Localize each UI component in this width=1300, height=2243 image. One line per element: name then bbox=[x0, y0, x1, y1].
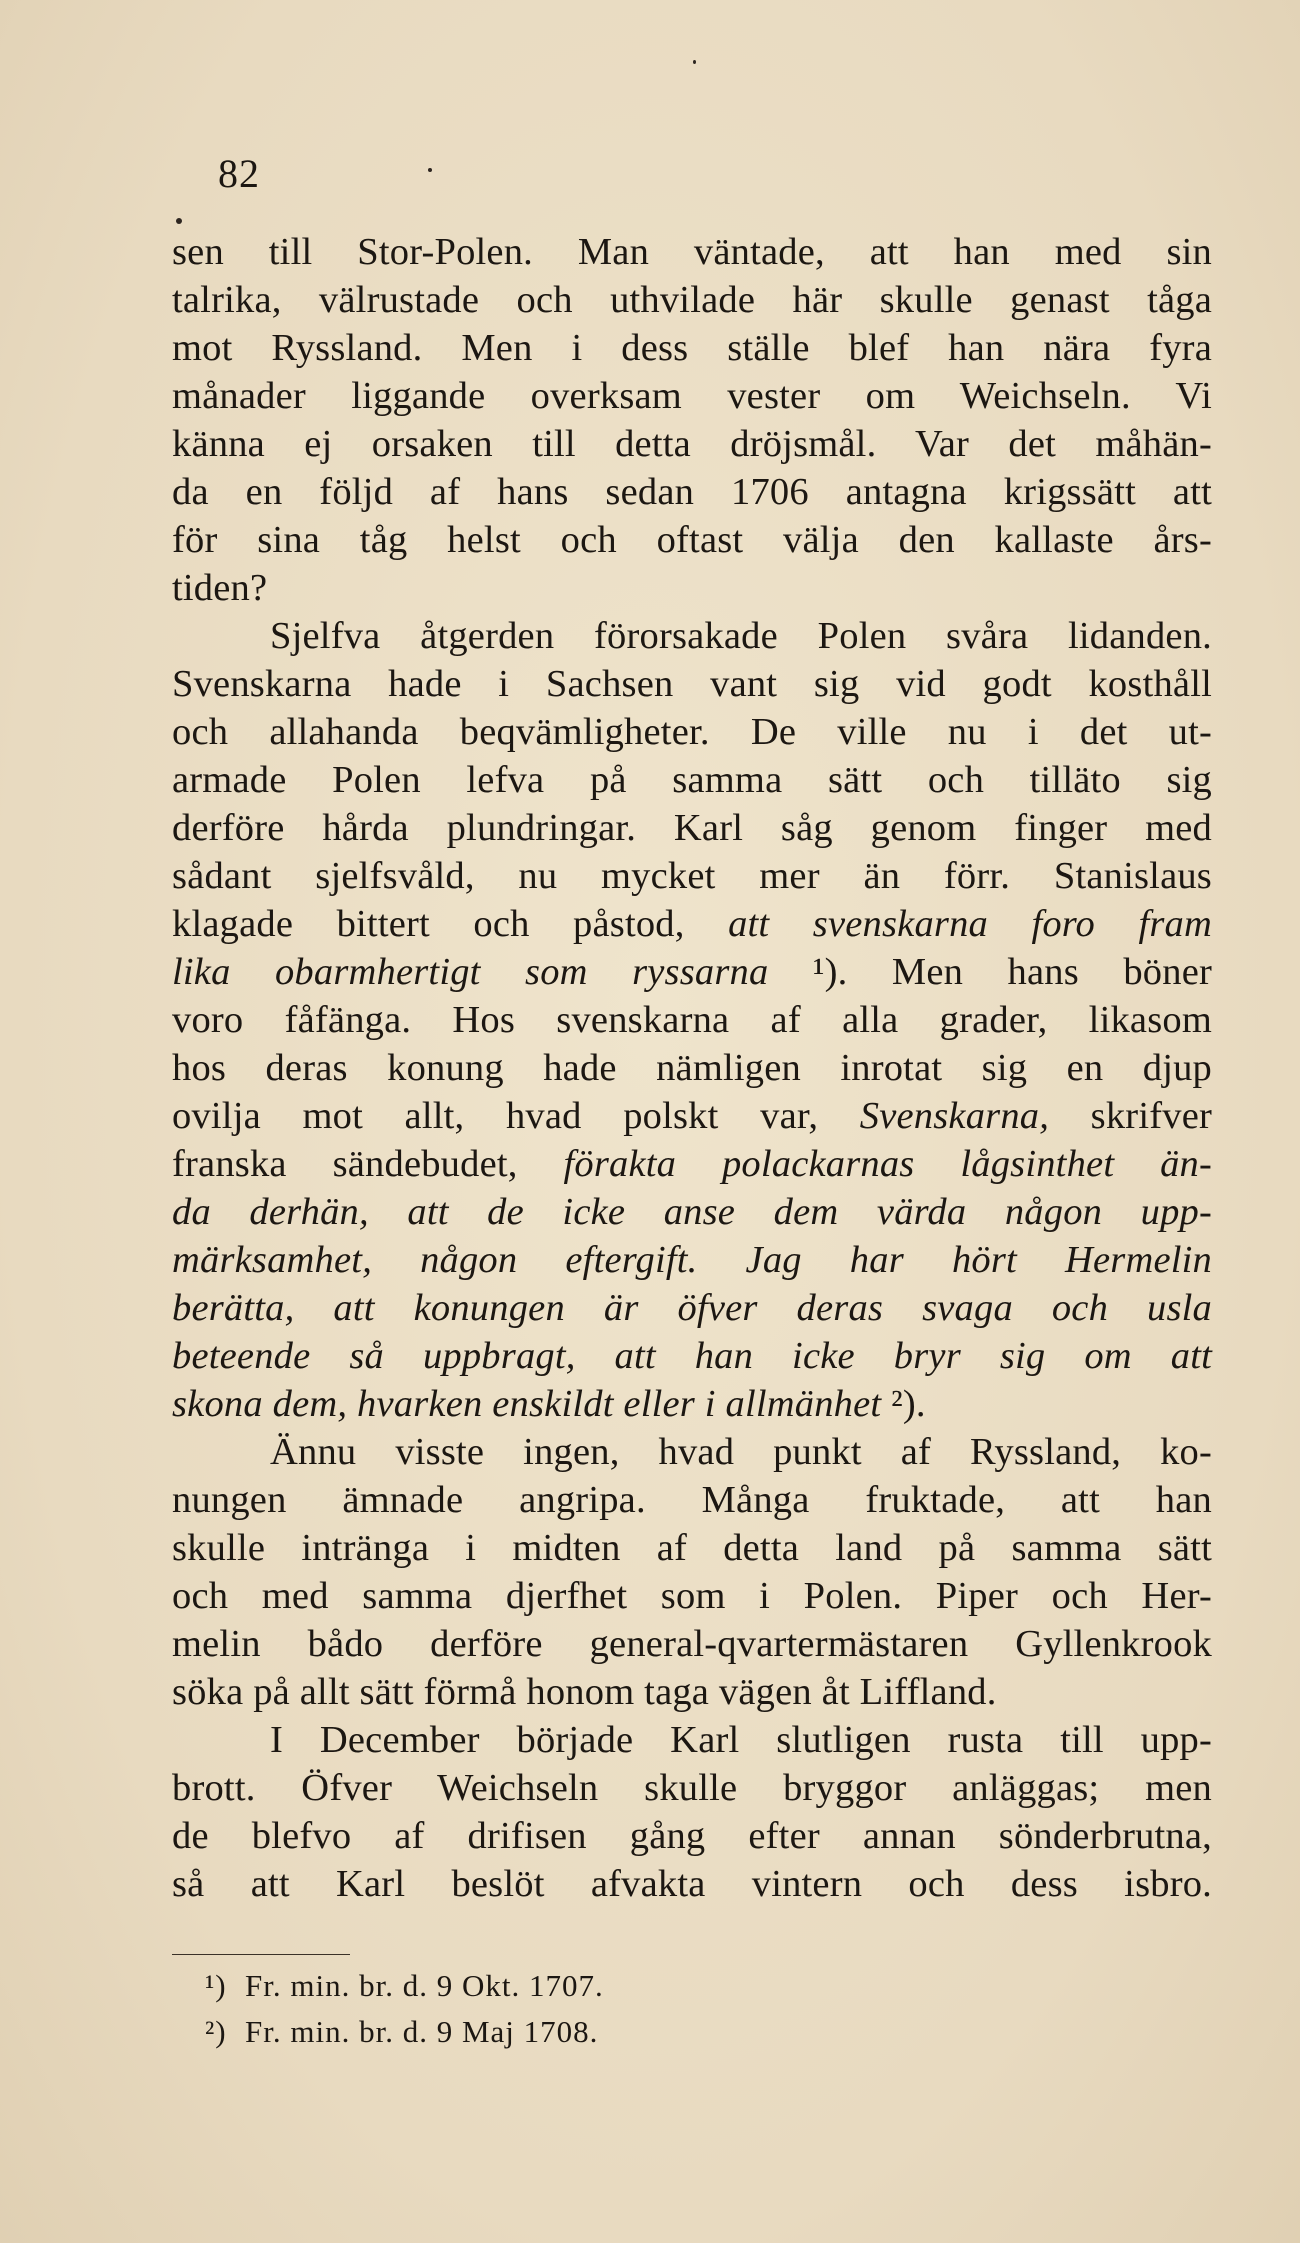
text-segment: sådant sjelfsvåld, nu mycket mer än förr. Stanislaus bbox=[172, 855, 1212, 897]
text-line bbox=[172, 708, 1212, 756]
text-segment: mot Ryssland. Men i dess ställe blef han nära fyra bbox=[172, 327, 1212, 369]
print-speck bbox=[428, 168, 432, 172]
text-line bbox=[172, 1476, 1212, 1524]
italic-segment: lika obarmhertigt som ryssarna bbox=[172, 951, 769, 993]
text-line bbox=[172, 1764, 1212, 1812]
footnote bbox=[205, 1963, 905, 2009]
italic-segment: förakta polackarnas lågsinthet än- bbox=[563, 1143, 1213, 1185]
text-segment: klagade bittert och påstod, bbox=[172, 903, 729, 945]
text-segment: tiden? bbox=[172, 567, 268, 609]
text-line bbox=[172, 372, 1212, 420]
text-segment: och allahanda beqvämligheter. De ville nu i det ut- bbox=[172, 711, 1212, 753]
text-line bbox=[172, 1380, 1212, 1428]
text-segment: Sjelfva åtgerden förorsakade Polen svåra lidanden. bbox=[270, 615, 1212, 657]
print-speck bbox=[693, 60, 696, 64]
text-line bbox=[172, 612, 1212, 660]
footnote-text: Fr. min. br. d. 9 Okt. 1707. bbox=[245, 1968, 604, 2003]
text-segment: söka på allt sätt förmå honom taga vägen åt Liffland. bbox=[172, 1671, 997, 1713]
text-line bbox=[172, 1332, 1212, 1380]
italic-segment: da derhän, att de icke anse dem värda någon upp- bbox=[172, 1191, 1212, 1233]
footnote bbox=[205, 2009, 905, 2055]
text-line bbox=[172, 900, 1212, 948]
body-text bbox=[172, 228, 1212, 1908]
text-line bbox=[172, 1572, 1212, 1620]
text-segment: och med samma djerfhet som i Polen. Piper och Her- bbox=[172, 1575, 1212, 1617]
footnote-mark: ¹) bbox=[205, 1968, 227, 2003]
text-line bbox=[172, 1044, 1212, 1092]
text-segment: känna ej orsaken till detta dröjsmål. Var det måhän- bbox=[172, 423, 1212, 465]
italic-segment: Svenskarna, bbox=[859, 1095, 1050, 1137]
footnotes bbox=[205, 1963, 905, 2055]
text-segment: I December började Karl slutligen rusta till upp- bbox=[270, 1719, 1212, 1761]
text-segment: ²). bbox=[881, 1383, 926, 1425]
text-segment: ¹). Men hans böner bbox=[768, 951, 1212, 993]
text-segment: voro fåfänga. Hos svenskarna af alla grader, likasom bbox=[172, 999, 1212, 1041]
text-segment: Ännu visste ingen, hvad punkt af Ryssland, ko- bbox=[270, 1431, 1212, 1473]
text-segment: ovilja mot allt, hvad polskt var, bbox=[172, 1095, 860, 1137]
text-segment: månader liggande overksam vester om Weichseln. Vi bbox=[172, 375, 1212, 417]
text-segment: armade Polen lefva på samma sätt och tilläto sig bbox=[172, 759, 1212, 801]
text-segment: sen till Stor-Polen. Man väntade, att han med sin bbox=[172, 231, 1212, 273]
text-segment: skulle intränga i midten af detta land på samma sätt bbox=[172, 1527, 1212, 1569]
text-segment: derföre hårda plundringar. Karl såg genom finger med bbox=[172, 807, 1212, 849]
text-line bbox=[172, 1236, 1212, 1284]
text-line bbox=[172, 276, 1212, 324]
footnote-divider bbox=[172, 1954, 350, 1955]
text-segment: nungen ämnade angripa. Många fruktade, att han bbox=[172, 1479, 1212, 1521]
print-speck bbox=[176, 218, 182, 224]
text-line bbox=[172, 756, 1212, 804]
footnote-mark: ²) bbox=[205, 2014, 227, 2049]
text-line bbox=[172, 228, 1212, 276]
text-segment: melin bådo derföre general-qvartermästaren Gyllenkrook bbox=[172, 1623, 1212, 1665]
text-line bbox=[172, 1140, 1212, 1188]
text-line bbox=[172, 996, 1212, 1044]
text-line bbox=[172, 1188, 1212, 1236]
text-line bbox=[172, 1860, 1212, 1908]
text-line bbox=[172, 852, 1212, 900]
text-line bbox=[172, 804, 1212, 852]
text-segment: skrifver bbox=[1049, 1095, 1213, 1137]
text-segment: da en följd af hans sedan 1706 antagna krigssätt att bbox=[172, 471, 1212, 513]
italic-segment: beteende så uppbragt, att han icke bryr sig om att bbox=[172, 1335, 1212, 1377]
italic-segment: att svenskarna foro fram bbox=[728, 903, 1212, 945]
text-line bbox=[172, 660, 1212, 708]
text-segment: talrika, välrustade och uthvilade här skulle genast tåga bbox=[172, 279, 1212, 321]
text-line bbox=[172, 516, 1212, 564]
text-line bbox=[172, 1284, 1212, 1332]
italic-segment: märksamhet, någon eftergift. Jag har hört Hermelin bbox=[172, 1239, 1212, 1281]
text-segment: för sina tåg helst och oftast välja den kallaste års- bbox=[172, 519, 1212, 561]
text-line bbox=[172, 1428, 1212, 1476]
text-line bbox=[172, 420, 1212, 468]
text-line bbox=[172, 468, 1212, 516]
text-line bbox=[172, 324, 1212, 372]
text-segment: de blefvo af drifisen gång efter annan sönderbrutna, bbox=[172, 1815, 1212, 1857]
text-segment: hos deras konung hade nämligen inrotat sig en djup bbox=[172, 1047, 1212, 1089]
text-segment: Svenskarna hade i Sachsen vant sig vid godt kosthåll bbox=[172, 663, 1212, 705]
text-line bbox=[172, 1524, 1212, 1572]
text-line bbox=[172, 1716, 1212, 1764]
text-line bbox=[172, 1668, 1212, 1716]
italic-segment: skona dem, hvarken enskildt eller i allmänhet bbox=[172, 1383, 882, 1425]
text-line bbox=[172, 1092, 1212, 1140]
italic-segment: berätta, att konungen är öfver deras svaga och usla bbox=[172, 1287, 1212, 1329]
text-segment: franska sändebudet, bbox=[172, 1143, 564, 1185]
page-number: 82 bbox=[218, 151, 260, 196]
text-line bbox=[172, 564, 1212, 612]
text-segment: brott. Öfver Weichseln skulle bryggor anläggas; men bbox=[172, 1767, 1212, 1809]
text-line bbox=[172, 948, 1212, 996]
text-line bbox=[172, 1620, 1212, 1668]
text-segment: så att Karl beslöt afvakta vintern och dess isbro. bbox=[172, 1863, 1212, 1905]
text-line bbox=[172, 1812, 1212, 1860]
footnote-text: Fr. min. br. d. 9 Maj 1708. bbox=[245, 2014, 599, 2049]
